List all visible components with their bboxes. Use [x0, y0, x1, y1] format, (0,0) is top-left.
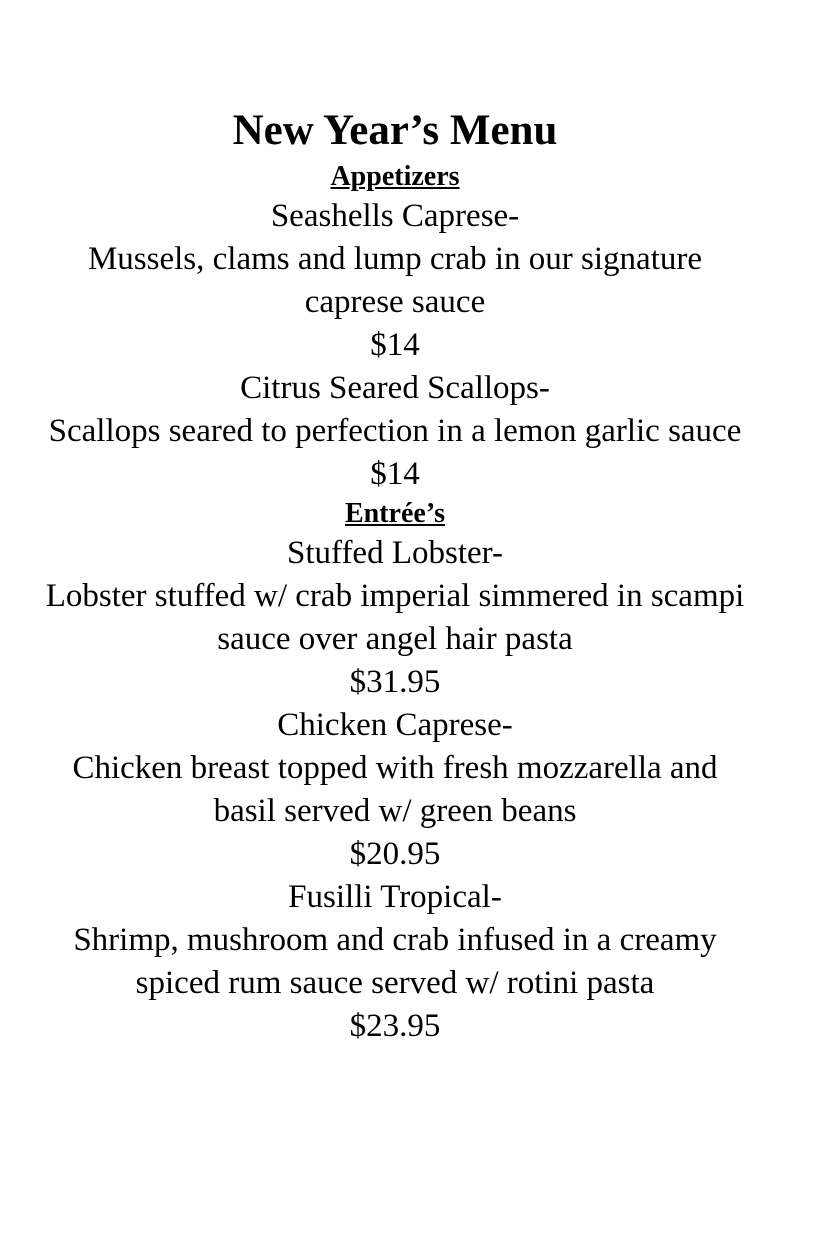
menu-page — [0, 103, 790, 1048]
item-name: Chicken Caprese- — [277, 707, 513, 743]
item-description: Chicken breast topped with fresh mozzarella and basil served w/ green beans — [72, 750, 718, 829]
item-price: $31.95 — [349, 664, 441, 700]
item-price: $23.95 — [349, 1008, 441, 1044]
section-heading: Appetizers — [330, 161, 460, 192]
item-name: Stuffed Lobster- — [287, 535, 503, 571]
item-description: Scallops seared to perfection in a lemon garlic sauce — [48, 413, 742, 449]
item-description: Lobster stuffed w/ crab imperial simmered in scampi sauce over angel hair pasta — [45, 578, 745, 657]
item-price: $20.95 — [349, 836, 441, 872]
section-appetizers — [0, 159, 790, 496]
item-description: Mussels, clams and lump crab in our signature caprese sauce — [87, 241, 703, 320]
item-name: Fusilli Tropical- — [288, 879, 502, 915]
item-name: Seashells Caprese- — [270, 198, 520, 234]
section-heading: Entrée’s — [344, 498, 446, 529]
item-name: Citrus Seared Scallops- — [240, 370, 550, 406]
menu-title: New Year’s Menu — [232, 107, 558, 154]
item-price: $14 — [370, 327, 420, 363]
menu-item-fusilli-tropical — [0, 876, 790, 1048]
section-entrees — [0, 496, 790, 1048]
menu-item-stuffed-lobster — [0, 532, 790, 704]
menu-item-chicken-caprese — [0, 704, 790, 876]
menu-item-citrus-seared-scallops — [0, 367, 790, 496]
menu-item-seashells-caprese — [0, 195, 790, 367]
item-description: Shrimp, mushroom and crab infused in a creamy spiced rum sauce served w/ rotini pasta — [73, 922, 717, 1001]
item-price: $14 — [370, 456, 420, 492]
